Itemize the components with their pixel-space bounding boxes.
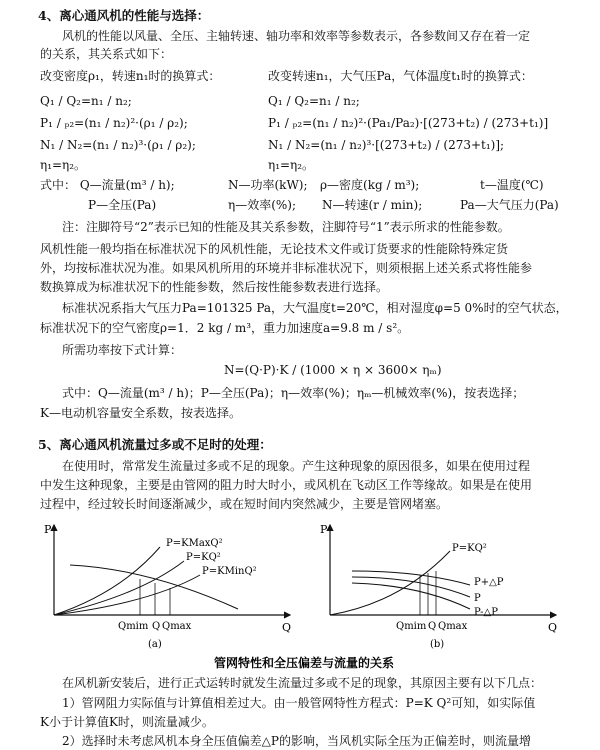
legend-row2-eta: η—效率(%); xyxy=(228,198,296,212)
legend-row1-t: t—温度(℃) xyxy=(480,178,544,192)
chart-b-label-p-plus: P+△P xyxy=(474,577,504,588)
figure-pipe-characteristics xyxy=(0,513,600,673)
para2-line2: 外，均按标准状况为准。如果风机所用的环境并非标准状况下，则须根据上述关系式将性能参 xyxy=(40,261,533,275)
chart-a-tick-q: Q xyxy=(152,621,161,632)
formula-right-3: N₁ / N₂=(n₁ / n₂)³·[(273+t₂) / (273+t₁)]; xyxy=(268,138,505,152)
chart-b xyxy=(320,523,557,650)
formula-left-3: N₁ / N₂=(n₁ / n₂)³·(ρ₁ / ρ₂); xyxy=(40,138,196,152)
formula-right-title: 改变转速n₁，大气压Pa，气体温度t₁时的换算式： xyxy=(268,69,533,83)
chart-b-panel-label: (b) xyxy=(430,639,445,650)
power-formula: N=(Q·P)·K / (1000 × η × 3600× ηₘ) xyxy=(224,363,442,377)
chart-a-curve-kmax xyxy=(54,547,160,615)
para3-line2: 标准状况下的空气密度ρ=1．2 kg / m³，重力加速度a=9.8 m / s²。 xyxy=(40,321,410,335)
chart-a-curve-k xyxy=(54,561,184,615)
chart-b-curve-system xyxy=(330,551,450,615)
chart-a-tick-qmax: Qmax xyxy=(162,621,192,632)
section5-para-line3: 过程中，经过较长时间逐渐减少，或在短时间内突然减少，主要是管网堵塞。 xyxy=(40,497,449,511)
legend-row2-p: P—全压(Pa) xyxy=(88,198,157,212)
section4-heading: 4、离心通风机的性能与选择： xyxy=(38,8,210,23)
chart-b-tick-q: Q xyxy=(428,621,437,632)
para2-line1: 风机性能一般均指在标准状况下的风机性能，无论技术文件或订货要求的性能除特殊定货 xyxy=(40,242,509,256)
chart-a-label-kmin: P=KMinQ² xyxy=(202,566,257,577)
formula-left-4: η₁=η₂。 xyxy=(40,158,87,172)
chart-b-tick-qmax: Qmax xyxy=(438,621,468,632)
power-legend-line2: K—电动机容量安全系数，按表选择。 xyxy=(40,406,241,420)
note-line: 注：注脚符号“2”表示已知的性能及其关系参数，注脚符号“1”表示所求的性能参数。 xyxy=(62,220,510,234)
item1-line1: 1）管网阻力实际值与计算值相差过大。由一般管网特性方程式：P=K Q²可知，如实际值 xyxy=(62,696,536,710)
chart-b-curve-p xyxy=(352,577,470,597)
section5-heading: 5、离心通风机流量过多或不足时的处理： xyxy=(38,437,272,452)
chart-b-curve-p-plus xyxy=(352,571,470,585)
chart-b-label-p: P xyxy=(474,593,481,604)
legend-row1-n: N—功率(kW); xyxy=(228,178,308,192)
chart-a-x-label: Q xyxy=(282,621,292,634)
para1-line2: 的关系，其关系式如下： xyxy=(40,47,173,61)
chart-a-label-k: P=KQ² xyxy=(186,552,221,563)
chart-a xyxy=(44,523,291,650)
formula-left-2: P₁ / ₚ₂=(n₁ / n₂)²·(ρ₁ / ρ₂); xyxy=(40,116,188,130)
power-legend-line1: 式中：Q—流量(m³ / h)；P—全压(Pa)；η—效率(%)；ηₘ—机械效率(%)，按表选择； xyxy=(62,386,525,400)
chart-b-y-label: P xyxy=(320,523,328,536)
chart-a-tick-qmin: Qmim xyxy=(118,621,149,632)
legend-row2-rpm: N—转速(r / min); xyxy=(322,198,423,212)
para3-line1: 标准状况系指大气压力Pa=101325 Pa，大气温度t=20℃，相对湿度φ=5 0%时的空气状态， xyxy=(62,301,568,315)
formula-right-4: η₁=η₂。 xyxy=(268,158,315,172)
formula-left-1: Q₁ / Q₂=n₁ / n₂; xyxy=(40,94,132,108)
legend-row1-rho: ρ—密度(kg / m³); xyxy=(320,178,420,192)
section5-para-line2: 中发生这种现象，主要是由管网的阻力时大时小，或风机在飞动区工作等缘故。如果是在使用 xyxy=(40,478,533,492)
formula-right-2: P₁ / ₚ₂=(n₁ / n₂)²·(Pa₁/Pa₂)·[(273+t₂) / (273+t₁)] xyxy=(268,116,549,130)
chart-b-label-p-minus: P-△P xyxy=(474,607,498,618)
para1-line1: 风机的性能以风量、全压、主轴转速、轴功率和效率等参数表示，各参数间又存在着一定 xyxy=(62,29,531,43)
section5b-para-line1: 在风机新安装后，进行正式运转时就发生流量过多或不足的现象，其原因主要有以下几点： xyxy=(62,676,543,690)
section5-para-line1: 在使用时，常常发生流量过多或不足的现象。产生这种现象的原因很多，如果在使用过程 xyxy=(62,459,531,473)
formula-right-1: Q₁ / Q₂=n₁ / n₂; xyxy=(268,94,360,108)
chart-b-tick-qmin: Qmim xyxy=(396,621,427,632)
chart-b-x-label: Q xyxy=(548,621,558,634)
chart-a-panel-label: (a) xyxy=(148,639,162,650)
legend-row2-pa: Pa—大气压力(Pa) xyxy=(460,198,559,212)
para2-line3: 数换算成为标准状况下的性能参数，然后按性能参数表进行选择。 xyxy=(40,280,389,294)
legend-row1-q: 式中： Q—流量(m³ / h); xyxy=(40,178,175,192)
chart-a-label-kmax: P=KMaxQ² xyxy=(166,538,223,549)
chart-b-curve-p-minus xyxy=(352,583,470,609)
chart-b-label-system: P=KQ² xyxy=(452,543,487,554)
item2-line1: 2）选择时未考虑风机本身全压值偏差△P的影响，当风机实际全压为正偏差时，则流量增 xyxy=(62,734,531,748)
item1-line2: K小于计算值K时，则流量减少。 xyxy=(40,715,214,729)
figure-caption: 管网特性和全压偏差与流量的关系 xyxy=(214,656,395,670)
power-title: 所需功率按下式计算： xyxy=(62,343,183,357)
formula-left-title: 改变密度ρ₁，转速n₁时的换算式： xyxy=(40,69,221,83)
chart-a-y-label: P xyxy=(44,523,52,536)
